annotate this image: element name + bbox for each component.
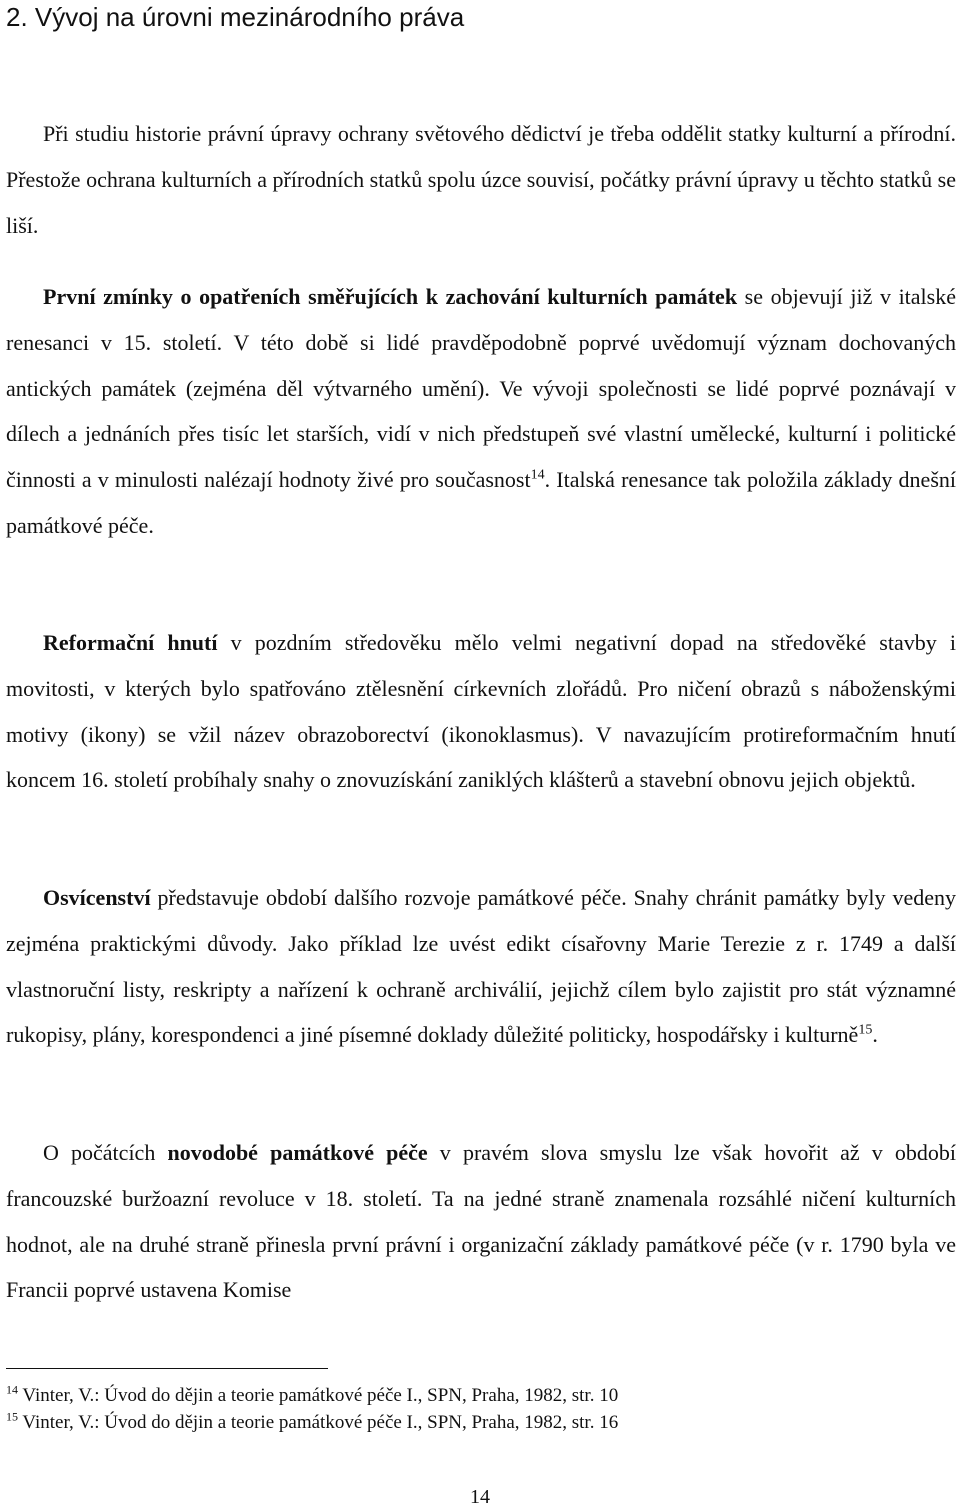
paragraph-text: v pozdním středověku mělo velmi negativní dopad na středověké stavby i movitosti, v kterých bylo spatřováno ztělesnění církevních zlořádů. Pro ničení obrazů s náboženskými motivy (ikony) se vžil název obrazoborectví (ikonoklasmus). V navazujícím protireformačním hnutí koncem 16. století probíhaly snahy o znovuzískání zaniklých klášterů a stavební obnovu jejich objektů. xyxy=(6,630,956,793)
paragraph-intro xyxy=(6,111,956,248)
section-heading: 2. Vývoj na úrovni mezinárodního práva xyxy=(6,2,465,32)
footnote-reference: 14 xyxy=(530,467,545,483)
footnote xyxy=(6,1409,619,1434)
bold-term: První zmínky o opatřeních směřujících k zachování kulturních památek xyxy=(43,284,738,309)
footnote-number: 14 xyxy=(6,1382,18,1397)
bold-term: Osvícenství xyxy=(43,885,151,910)
paragraph-enlightenment xyxy=(6,875,956,1058)
paragraph-modern-care xyxy=(6,1130,956,1313)
footnote xyxy=(6,1382,619,1407)
page-number: 14 xyxy=(470,1486,490,1508)
paragraph-reformation xyxy=(6,620,956,803)
paragraph-text: Při studiu historie právní úpravy ochrany světového dědictví je třeba oddělit statky kulturní a přírodní. Přestože ochrana kulturních a přírodních statků spolu úzce souvisí, počátky právní úpravy u těchto statků se liší. xyxy=(6,121,956,238)
paragraph-text: se objevují již v italské renesanci v 15. století. V této době si lidé pravděpodobně poprvé uvědomují význam dochovaných antických památek (zejména děl výtvarného umění). Ve vývoji společnosti se lidé poprvé poznávají v dílech a jednáních přes tisíc let starších, vidí v nich předstupeň své vlastní umělecké, kulturní i politické činnosti a v minulosti nalézají hodnoty živé pro současnost xyxy=(6,284,956,493)
paragraph-text: . xyxy=(872,1022,878,1048)
paragraph-text: O počátcích xyxy=(43,1140,168,1165)
footnote-text: Vinter, V.: Úvod do dějin a teorie památkové péče I., SPN, Praha, 1982, str. 16 xyxy=(18,1412,619,1433)
paragraph-text: . Italská renesance tak položila základy dnešní památkové péče. xyxy=(6,467,956,538)
footnote-reference: 15 xyxy=(858,1023,873,1039)
paragraph-renaissance xyxy=(6,274,956,549)
bold-term: novodobé památkové péče xyxy=(167,1140,428,1165)
paragraph-text: představuje období dalšího rozvoje památkové péče. Snahy chránit památky byly vedeny zejména praktickými důvody. Jako příklad lze uvést edikt císařovny Marie Terezie z r. 1749 a další vlastnoruční listy, reskripty a nařízení k ochraně archiválií, jejichž cílem bylo zajistit pro stát významné rukopisy, plány, korespondenci a jiné písemné doklady důležité politicky, hospodářsky i kulturně xyxy=(6,885,956,1048)
footnote-number: 15 xyxy=(6,1409,18,1424)
paragraph-text: v pravém slova smyslu lze však hovořit až v období francouzské buržoazní revoluce v 18. století. Ta na jedné straně znamenala rozsáhlé ničení kulturních hodnot, ale na druhé straně přinesla první právní i organizační základy památkové péče (v r. 1790 byla ve Francii poprvé ustavena Komise xyxy=(6,1140,957,1303)
footnote-separator xyxy=(6,1368,328,1369)
bold-term: Reformační hnutí xyxy=(43,630,218,655)
footnote-text: Vinter, V.: Úvod do dějin a teorie památkové péče I., SPN, Praha, 1982, str. 10 xyxy=(18,1385,619,1406)
